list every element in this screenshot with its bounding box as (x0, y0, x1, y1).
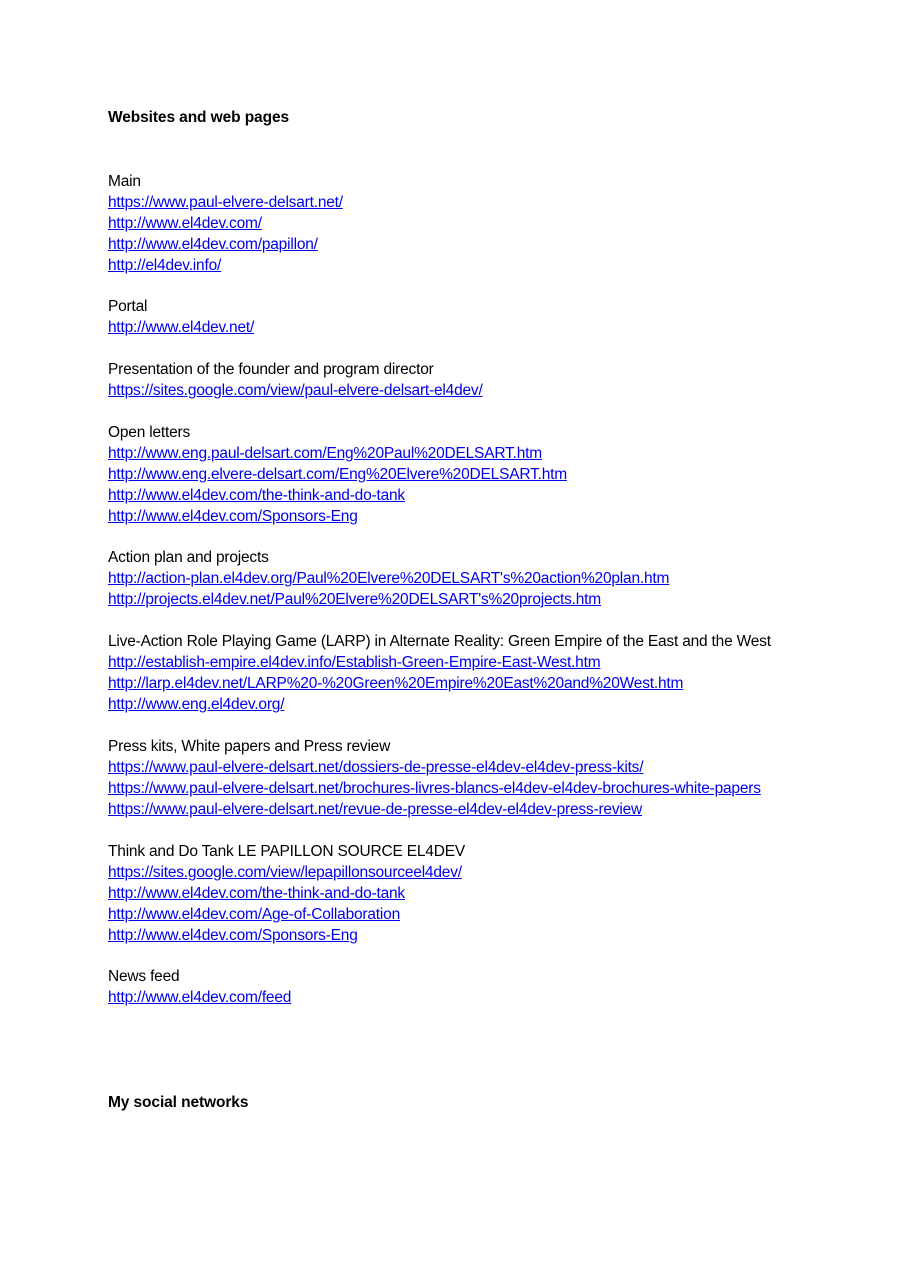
link[interactable]: http://www.eng.el4dev.org/ (108, 696, 285, 713)
section-press (108, 736, 868, 820)
section-title: Live-Action Role Playing Game (LARP) in Alternate Reality: Green Empire of the East and the West (108, 633, 771, 650)
section-title: News feed (108, 968, 180, 985)
section-founder (108, 359, 868, 401)
section-think-tank (108, 841, 868, 946)
section-news-feed (108, 966, 868, 1008)
section-main (108, 171, 868, 276)
section-title: Action plan and projects (108, 549, 269, 566)
link[interactable]: https://www.paul-elvere-delsart.net/ (108, 194, 343, 211)
link[interactable]: http://www.el4dev.com/Sponsors-Eng (108, 927, 358, 944)
link[interactable]: https://sites.google.com/view/paul-elvere-delsart-el4dev/ (108, 382, 483, 399)
section-portal (108, 296, 868, 338)
document-page (108, 0, 868, 1280)
link[interactable]: http://www.el4dev.com/the-think-and-do-tank (108, 487, 405, 504)
link[interactable]: https://www.paul-elvere-delsart.net/dossiers-de-presse-el4dev-el4dev-press-kits/ (108, 759, 644, 776)
link[interactable]: http://www.el4dev.com/the-think-and-do-tank (108, 885, 405, 902)
heading-social-networks: My social networks (108, 1094, 249, 1111)
link[interactable]: http://establish-empire.el4dev.info/Establish-Green-Empire-East-West.htm (108, 654, 601, 671)
link[interactable]: http://projects.el4dev.net/Paul%20Elvere%20DELSART's%20projects.htm (108, 591, 601, 608)
link[interactable]: http://larp.el4dev.net/LARP%20-%20Green%20Empire%20East%20and%20West.htm (108, 675, 684, 692)
link[interactable]: http://action-plan.el4dev.org/Paul%20Elvere%20DELSART's%20action%20plan.htm (108, 570, 670, 587)
link[interactable]: http://www.el4dev.com/ (108, 215, 262, 232)
heading-websites: Websites and web pages (108, 109, 289, 126)
link[interactable]: https://www.paul-elvere-delsart.net/brochures-livres-blancs-el4dev-el4dev-brochures-white-papers (108, 780, 761, 797)
link[interactable]: http://www.el4dev.com/Sponsors-Eng (108, 508, 358, 525)
link[interactable]: http://www.el4dev.com/Age-of-Collaboration (108, 906, 400, 923)
section-title: Open letters (108, 424, 191, 441)
link[interactable]: http://www.eng.elvere-delsart.com/Eng%20Elvere%20DELSART.htm (108, 466, 567, 483)
section-larp (108, 631, 868, 715)
link[interactable]: http://el4dev.info/ (108, 257, 222, 274)
link[interactable]: http://www.eng.paul-delsart.com/Eng%20Paul%20DELSART.htm (108, 445, 542, 462)
section-title: Think and Do Tank LE PAPILLON SOURCE EL4DEV (108, 843, 465, 860)
link[interactable]: https://www.paul-elvere-delsart.net/revue-de-presse-el4dev-el4dev-press-review (108, 801, 643, 818)
section-title: Portal (108, 298, 148, 315)
section-title: Main (108, 173, 141, 190)
link[interactable]: http://www.el4dev.net/ (108, 319, 255, 336)
link[interactable]: http://www.el4dev.com/feed (108, 989, 292, 1006)
section-title: Presentation of the founder and program director (108, 361, 434, 378)
section-title: Press kits, White papers and Press review (108, 738, 391, 755)
link[interactable]: http://www.el4dev.com/papillon/ (108, 236, 318, 253)
section-action-plan (108, 547, 868, 610)
section-open-letters (108, 422, 868, 527)
link[interactable]: https://sites.google.com/view/lepapillonsourceel4dev/ (108, 864, 462, 881)
